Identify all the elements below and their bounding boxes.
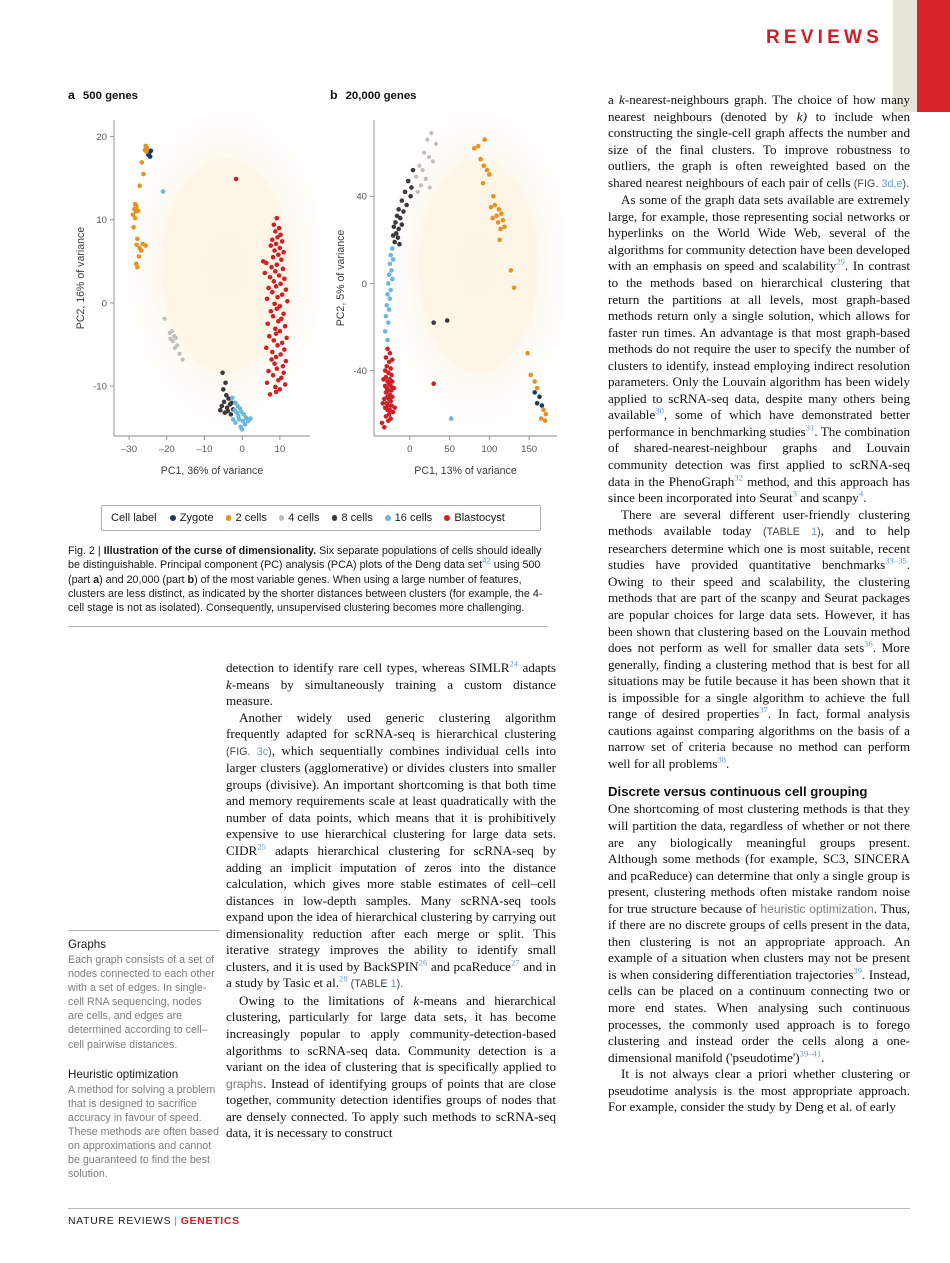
caption-text-2: using 500 (part <box>68 559 541 586</box>
text-run: . Thus, if there are no discrete groups of cells present in the data, then clustering is not an appropriate approach. An example of a situation when clusters may not be present is when considering differentiation trajectories <box>608 900 910 982</box>
glossary-sidebar <box>68 930 220 1197</box>
data-point <box>149 148 154 153</box>
data-point <box>171 339 175 343</box>
x-axis-title: PC1, 13% of variance <box>414 465 517 477</box>
text-run: ) <box>268 745 272 758</box>
citation-ref[interactable]: 31 <box>805 422 815 433</box>
text-run: Another widely used generic clustering algorithm frequently adapted for scRNA-seq is hierarchical clustering <box>226 709 556 742</box>
y-axis-title: PC2, 16% of variance <box>75 226 87 330</box>
data-point <box>135 237 140 242</box>
data-point <box>162 317 166 321</box>
text-run: , and to help researchers determine which one is most suitable, recent studies have provided quantitative benchmarks <box>608 523 910 573</box>
table-ref-link[interactable]: 1 <box>811 526 818 539</box>
text-run: . <box>726 755 730 771</box>
data-point <box>140 160 145 165</box>
x-tick-label: 50 <box>444 444 455 455</box>
panel-b-letter: b <box>330 88 338 102</box>
y-tick-label: -40 <box>353 366 367 378</box>
glossary-entry <box>68 1068 220 1182</box>
text-run: , some of which have demonstrated better performance in benchmarking studies <box>608 407 910 439</box>
table-ref[interactable] <box>763 526 821 538</box>
text-run: As some of the graph data sets available are extremely large, for example, those representing social networks or hyperlinks on the World Wide Web, several of the algorithms for community detection have been developed with an emphasis on speed and scalability <box>608 192 910 274</box>
figure-ref-link[interactable]: 3c <box>256 745 269 758</box>
data-point <box>136 208 141 213</box>
y-tick-label: 0 <box>101 298 107 310</box>
text-run: . In fact, formal analysis cautions against comparing algorithms on the basis of a narrow set of criteria because no method can perform well for all problems <box>608 706 910 771</box>
citation-ref[interactable]: 24 <box>509 658 519 669</box>
glossary-link-graphs[interactable]: graphs <box>226 1076 263 1091</box>
text-run: . <box>821 1049 825 1065</box>
x-tick-label: 0 <box>407 444 413 455</box>
text-run: to include when constructing the single-cell graph affects the number and size of the final clusters. To improve robustness to outliers, the graph is often reweighted based on the shared nearest neighbours of each pair of cells <box>608 108 911 190</box>
page-footer <box>68 1216 240 1227</box>
legend-item-label: 4 cells <box>288 512 320 524</box>
citation-ref[interactable]: 28 <box>339 974 348 985</box>
y-tick-label: -10 <box>93 381 107 393</box>
x-tick-label: 150 <box>521 444 538 455</box>
italic-k: k <box>226 676 232 692</box>
text-run: method, and this approach has since been incorporated into Seurat <box>608 473 910 506</box>
paragraph: It is not always clear a priori whether clustering or pseudotime analysis is the most appropriate approach. For example, consider the study by Deng et al. of early <box>608 1066 910 1115</box>
x-tick-label: –20 <box>158 444 175 455</box>
y-tick-label: 20 <box>96 132 107 144</box>
legend-title: Cell label <box>111 512 157 524</box>
figure-ref[interactable] <box>226 746 272 758</box>
right-text-column <box>608 92 910 1116</box>
citation-ref[interactable]: 3 <box>792 488 797 499</box>
text-run: Owing to the limitations of <box>239 992 414 1008</box>
footer-section: GENETICS <box>180 1216 240 1227</box>
data-point <box>177 352 181 356</box>
data-point <box>148 154 153 159</box>
data-point <box>170 329 174 333</box>
text-run: (TABLE <box>347 978 391 991</box>
data-point <box>181 357 185 361</box>
page-edge-red-bar <box>917 0 950 112</box>
text-run: (TABLE <box>763 526 812 539</box>
legend-item-zygote <box>170 512 214 524</box>
data-point <box>174 336 178 340</box>
data-point <box>135 265 140 270</box>
text-run: a <box>608 92 620 107</box>
table-ref[interactable] <box>348 978 404 990</box>
x-tick-label: –30 <box>121 444 138 455</box>
text-run: , which sequentially combines individual cells into larger clusters (agglomerative) or divides clusters into smaller groups (divisive). An important shortcoming is that both time and memory requirements scale at least quadratically with the number of data points, which means that it is prohibitively expensive to use hierarchical clustering for large data sets. CIDR <box>226 742 557 859</box>
caption-part-b: b <box>187 573 195 586</box>
citation-ref[interactable]: 38 <box>717 754 727 765</box>
citation-ref[interactable]: 30 <box>655 406 664 417</box>
data-point <box>173 346 177 350</box>
panel-b-title: 20,000 genes <box>345 90 417 102</box>
glossary-term: Graphs <box>68 938 107 951</box>
footer-journal: NATURE REVIEWS <box>68 1216 172 1227</box>
italic-k: k <box>413 992 420 1008</box>
text-run: -nearest-neighbours graph. The choice of how many nearest neighbours (denoted by <box>608 92 910 124</box>
x-tick-label: 0 <box>239 444 245 455</box>
text-run: -means and hierarchical clustering, particularly for large data sets, it has become increasingly popular to apply community-detection-based algorithms to scRNA-seq data. Community detection is a variant on the idea of clustering that is specifically applied to <box>226 992 556 1075</box>
x-tick-label: –10 <box>196 444 213 455</box>
legend-marker-icon <box>170 515 176 521</box>
citation-ref[interactable]: 33–35 <box>885 555 907 566</box>
text-run: and in a study by Tasic et al. <box>226 958 556 991</box>
paragraph <box>226 710 556 993</box>
text-run: One shortcoming of most clustering methods is that they will partition the data, regardless of whether or not there are any biologically meaningful groups present. Although some methods (for example, SC3, SINCERA and pcaReduce) can determine that only a single group is present, clustering methods often mistake random noise for true structure because of <box>608 801 910 916</box>
text-run: detection to identify rare cell types, whereas SIMLR <box>226 660 510 675</box>
x-axis-title: PC1, 36% of variance <box>160 465 264 477</box>
legend-item-label: 16 cells <box>394 512 433 524</box>
citation-ref[interactable]: 29 <box>836 257 845 268</box>
text-run: . The combination of shared-nearest-neighbour graphs and Louvain community detection was first applied to scRNA-seq data in the PhenoGraph <box>608 423 910 489</box>
figure-ref-link[interactable]: 3d,e <box>881 177 903 190</box>
data-point <box>221 387 226 392</box>
data-point <box>143 243 148 248</box>
caption-text-4: ) of the most variable genes. When using a large number of features, clusters are less distinct, as indicated by the shorter distances between clusters (for example, the 4-cell stage is not as isolated). Consequently, unsupervised clustering becomes more challenging. <box>68 573 543 615</box>
caption-text-1: Six separate populations of cells should ideally be distinguishable. Principal component (PC) analysis (PCA) plots of the Deng data set <box>68 545 542 572</box>
citation-ref[interactable]: 39–41 <box>799 1048 822 1059</box>
citation-ref[interactable]: 27 <box>510 957 520 968</box>
paragraph <box>608 507 910 773</box>
panel-a-header <box>68 88 138 102</box>
text-run: and pcaReduce <box>427 958 511 974</box>
header-title: REVIEWS <box>765 27 883 48</box>
section-heading: Discrete versus continuous cell grouping <box>608 784 868 800</box>
figure-ref[interactable] <box>854 178 909 190</box>
caption-text-3: ) and 20,000 (part <box>99 573 188 586</box>
middle-text-column <box>226 92 556 1142</box>
data-point <box>143 148 148 153</box>
data-point <box>161 189 166 194</box>
text-run: -means by simultaneously training a custom distance measure. <box>226 676 556 709</box>
data-point <box>220 404 225 409</box>
text-run: . Owing to their speed and scalability, the clustering methods that are part of the scanpy and Seurat packages are popular choices for large data sets. However, it has been shown that clustering based on the Louvain method does not perform as well for smaller data sets <box>608 557 910 656</box>
data-point <box>137 183 142 188</box>
data-point <box>220 371 225 376</box>
citation-ref[interactable]: 4 <box>858 488 864 499</box>
data-point <box>139 248 144 253</box>
data-point <box>131 225 136 230</box>
footer-divider <box>68 1208 910 1209</box>
panel-a-title: 500 genes <box>82 90 138 102</box>
caption-prefix: Fig. 2 | <box>68 545 104 557</box>
y-tick-label: 10 <box>96 215 107 227</box>
paragraph <box>226 660 556 710</box>
text-run: There are several different user-friendly clustering methods available today <box>608 506 910 539</box>
x-tick-label: 100 <box>481 444 498 455</box>
text-run: ). <box>902 177 910 190</box>
data-point <box>133 216 138 221</box>
legend-item-label: 8 cells <box>341 512 373 524</box>
data-point <box>218 408 223 413</box>
glossary-definition: Each graph consists of a set of nodes connected to each other with a set of edges. In single-cell RNA sequencing, nodes are cells, and edges are determined according to cell–cell pairwise distances. <box>68 954 215 1051</box>
text-run: . In contrast to the methods based on hierarchical clustering that return the partitions at all levels, most graph-based methods return only a single solution, which allows for faster run times. An advantage is that most graph-based methods do not require the user to specify the number of clusters to identify, instead employing indirect resolution parameters. Only the Louvain algorithm has been widely applied to scRNA-seq data, despite many others being available <box>608 258 910 423</box>
text-run: and scanpy <box>797 490 859 506</box>
text-run: . Instead, cells can be placed on a continuum connecting two or more end states. When analysing such continuous processes, the commonly used approach is to forego clustering and instead order the cells along a one-dimensional manifold ('pseudotime') <box>608 966 910 1065</box>
text-run: . More generally, finding a clustering method that is best for all situations may be futile because it has been shown that it is impossible for a single algorithm to achieve the full range of desired properties <box>608 640 910 722</box>
glossary-definition: A method for solving a problem that is designed to sacrifice accuracy in favour of speed. These methods are often based on approximations and cannot be guaranteed to find the best solution. <box>68 1083 219 1181</box>
italic-k: k) <box>796 108 807 124</box>
text-run: . <box>863 490 867 506</box>
paragraph <box>226 993 556 1142</box>
citation-ref[interactable]: 26 <box>418 957 428 968</box>
legend-item-label: 2 cells <box>235 512 267 524</box>
caption-bold-title: Illustration of the curse of dimensionality. <box>103 545 317 557</box>
data-point <box>137 254 142 259</box>
x-tick-label: 10 <box>274 444 286 455</box>
paragraph <box>608 801 910 1066</box>
italic-k: k <box>619 92 625 107</box>
legend-item-label: Blastocyst <box>454 512 505 524</box>
caption-part-a: a <box>93 573 100 586</box>
data-point <box>141 172 146 177</box>
y-tick-label: 0 <box>361 278 367 290</box>
citation-ref[interactable]: 25 <box>257 841 266 852</box>
y-tick-label: 40 <box>356 191 367 203</box>
citation-ref[interactable]: 32 <box>734 472 743 483</box>
text-run: ) <box>817 526 821 539</box>
page-header <box>766 27 883 49</box>
legend-item-label: Zygote <box>179 512 214 524</box>
text-run: (FIG. <box>226 745 257 758</box>
glossary-term: Heuristic optimization <box>68 1067 179 1081</box>
text-run: adapts <box>518 660 556 675</box>
glossary-entry <box>68 938 220 1052</box>
glossary-link-heuristic-optimization[interactable]: heuristic optimization <box>760 901 874 916</box>
text-run: adapts hierarchical clustering for scRNA-seq by adding an implicit imputation of zeros into the distance calculation, which gives more stable estimates of cell–cell distances in low-depth samples. Many scRNA-seq tools expand upon the idea of hierarchical clustering by carrying out dimensionality reduction after each merge or split. This iterative strategy improves the ability to identify small clusters, and it is used by BackSPIN <box>226 843 556 974</box>
y-axis-title: PC2, 5% of variance <box>335 229 347 327</box>
caption-reference[interactable]: 42 <box>482 556 491 566</box>
glossary-divider <box>68 930 220 931</box>
paragraph <box>608 92 910 192</box>
table-ref-link[interactable]: 1 <box>390 978 397 991</box>
text-run: (FIG. <box>853 177 882 190</box>
panel-a-letter: a <box>68 88 75 102</box>
citation-ref[interactable]: 36 <box>864 638 873 649</box>
citation-ref[interactable]: 37 <box>759 704 768 715</box>
text-run: ). <box>396 978 404 991</box>
citation-ref[interactable]: 39 <box>853 965 863 976</box>
paragraph <box>608 192 910 506</box>
text-run: . Instead of identifying groups of points that are close together, community detection identifies groups of nodes that are densely connected. To apply such methods to scRNA-seq data, it is necessary to construct <box>226 1075 556 1141</box>
footer-separator: | <box>174 1216 178 1227</box>
